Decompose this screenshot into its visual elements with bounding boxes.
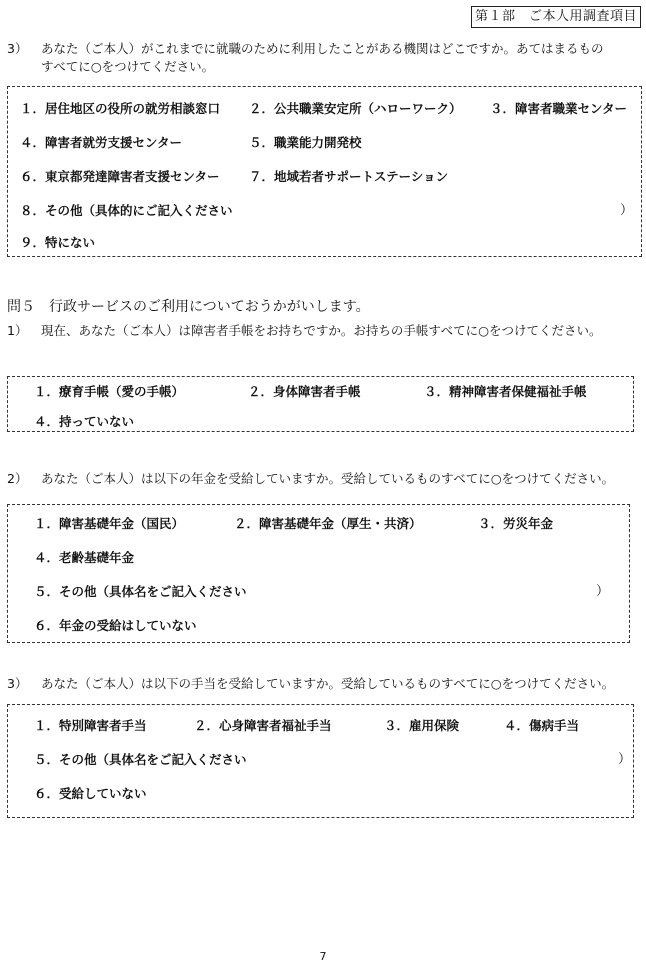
other-close-paren: ）: [618, 752, 632, 767]
other-close-paren: ）: [596, 584, 610, 599]
agency-option-7[interactable]: ７．地域若者サポートステーション: [249, 169, 449, 184]
agency-option-9[interactable]: ９．特にない: [20, 235, 96, 250]
agency-option-4[interactable]: ４．障害者就労支援センター: [20, 135, 183, 150]
allowance-option-6[interactable]: ６．受給していない: [34, 786, 147, 801]
question-number: 2）: [7, 471, 28, 486]
pension-option-5-other[interactable]: ５．その他（具体名をご記入ください: [34, 584, 247, 599]
question-handbook: [7, 322, 602, 340]
survey-section-tag: 第１部 ご本人用調査項目: [471, 6, 641, 28]
question-number: 3）: [7, 41, 28, 56]
question-text-line2: すべてに○をつけてください。: [41, 59, 215, 74]
question-number: 1）: [7, 323, 28, 338]
question-pension: [7, 470, 614, 488]
question-agencies: [7, 40, 604, 76]
pension-option-1[interactable]: １．障害基礎年金（国民）: [34, 516, 185, 531]
handbook-options-box: [7, 376, 634, 432]
other-close-paren: ）: [620, 203, 634, 218]
agency-option-3[interactable]: ３．障害者職業センター: [490, 101, 628, 116]
allowance-option-4[interactable]: ４．傷病手当: [504, 718, 580, 733]
allowance-option-1[interactable]: １．特別障害者手当: [34, 718, 147, 733]
question-text-line1: あなた（ご本人）は以下の手当を受給していますか。受給しているものすべてに○をつけてください。: [41, 676, 615, 691]
pension-options-box: [7, 504, 630, 643]
agencies-options-box: [7, 86, 642, 257]
handbook-option-2[interactable]: ２．身体障害者手帳: [248, 384, 361, 399]
pension-option-3[interactable]: ３．労災年金: [478, 516, 554, 531]
allowance-option-2[interactable]: ２．心身障害者福祉手当: [194, 718, 332, 733]
handbook-option-4[interactable]: ４．持っていない: [34, 414, 135, 429]
agency-option-8-other[interactable]: ８．その他（具体的にご記入ください: [20, 203, 233, 218]
page-number: 7: [319, 950, 327, 963]
pension-option-6[interactable]: ６．年金の受給はしていない: [34, 618, 197, 633]
handbook-option-3[interactable]: ３．精神障害者保健福祉手帳: [424, 384, 587, 399]
question-text-line1: あなた（ご本人）は以下の年金を受給していますか。受給しているものすべてに○をつけてください。: [41, 471, 615, 486]
question-text-line1: 現在、あなた（ご本人）は障害者手帳をお持ちですか。お持ちの手帳すべてに○をつけてください。: [41, 323, 602, 338]
pension-option-2[interactable]: ２．障害基礎年金（厚生・共済）: [234, 516, 422, 531]
allowance-option-5-other[interactable]: ５．その他（具体名をご記入ください: [34, 752, 247, 767]
section-title: 問５ 行政サービスのご利用についておうかがいします。: [7, 299, 370, 315]
agency-option-2[interactable]: ２．公共職業安定所（ハローワーク）: [249, 101, 462, 116]
allowance-options-box: [7, 704, 634, 818]
agency-option-5[interactable]: ５．職業能力開発校: [249, 135, 362, 150]
handbook-option-1[interactable]: １．療育手帳（愛の手帳）: [34, 384, 185, 399]
agency-option-6[interactable]: ６．東京都発達障害者支援センター: [20, 169, 220, 184]
pension-option-4[interactable]: ４．老齢基礎年金: [34, 550, 135, 565]
agency-option-1[interactable]: １．居住地区の役所の就労相談窓口: [20, 101, 221, 116]
question-allowance: [7, 675, 614, 693]
allowance-option-3[interactable]: ３．雇用保険: [384, 718, 460, 733]
question-text-line1: あなた（ご本人）がこれまでに就職のために利用したことがある機関はどこですか。あてはまるもの: [41, 41, 604, 56]
question-number: 3）: [7, 676, 28, 691]
